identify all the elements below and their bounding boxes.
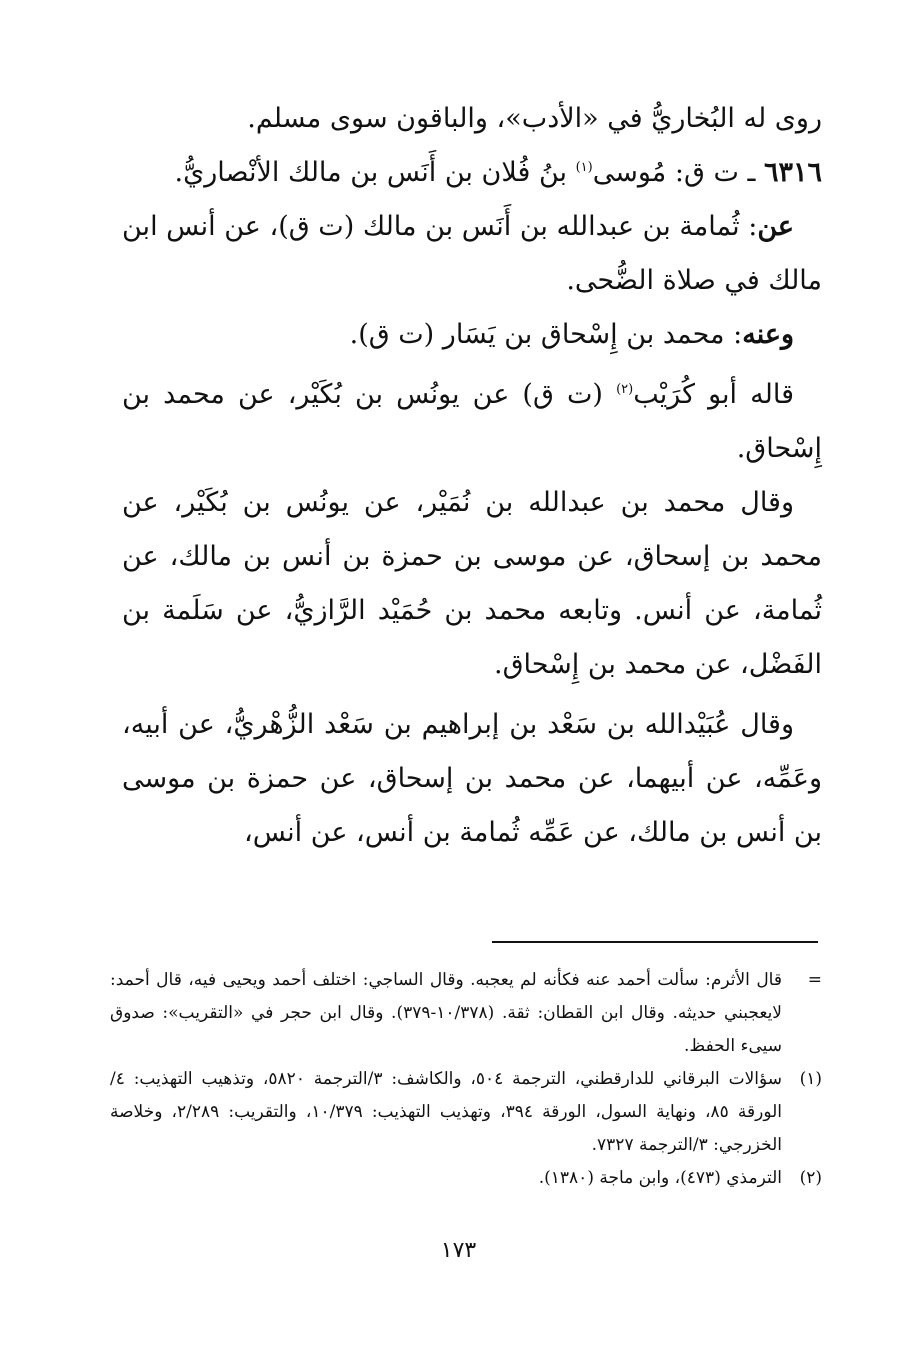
from-line bbox=[122, 200, 822, 308]
footnote-text: قال الأثرم: سألت أحمد عنه فكأنه لم يعجبه. وقال الساجي: اختلف أحمد ويحيى فيه، قال أحمد: لايعجبني حديثه. وقال ابن القطان: ثقة. (١٠/٣٧٨-٣٧٩). وقال ابن حجر في «التقريب»: صدوق سيىء الحفظ. bbox=[110, 970, 782, 1056]
from-label: عن bbox=[757, 211, 794, 242]
entry-head: ـ ت ق: مُوسى bbox=[592, 157, 764, 188]
footnote-ref-2: (٢) bbox=[616, 382, 634, 397]
and-from-text: : محمد بن إِسْحاق بن يَسَار (ت ق). bbox=[349, 319, 743, 350]
page-number: ١٧٣ bbox=[440, 1238, 477, 1263]
footnote-1 bbox=[110, 1063, 822, 1162]
abu-kurayb-text: قاله أبو كُرَيْب bbox=[633, 379, 794, 410]
footnote-mark: (١) bbox=[799, 1069, 822, 1089]
footnote-divider bbox=[492, 941, 818, 943]
and-from-label: وعنه bbox=[742, 319, 794, 350]
footnote-mark: (٢) bbox=[799, 1168, 822, 1188]
footnote-2 bbox=[110, 1162, 822, 1195]
footnote-mark: = bbox=[807, 970, 822, 990]
entry-number: ٦٣١٦ bbox=[763, 157, 822, 188]
main-text bbox=[122, 92, 822, 860]
footnote-text: الترمذي (٤٧٣)، وابن ماجة (١٣٨٠). bbox=[538, 1168, 782, 1188]
entry-head-rest: بنُ فُلان بن أَنَس بن مالك الأنْصاريُّ. bbox=[174, 157, 576, 188]
intro-line: روى له البُخاريُّ في «الأدب»، والباقون سوى مسلم. bbox=[247, 103, 822, 134]
footnote-text: سؤالات البرقاني للدارقطني، الترجمة ٥٠٤، والكاشف: ٣/الترجمة ٥٨٢٠، وتذهيب التهذيب: ٤/الورقة ٨٥، ونهاية السول، الورقة ٣٩٤، وتهذيب التهذيب: ١٠/٣٧٩، والتقريب: ٢/٢٨٩، وخلاصة الخزرجي: ٣/الترجمة ٧٣٢٧. bbox=[110, 1069, 783, 1155]
footnote-ref-1: (١) bbox=[575, 160, 593, 175]
abu-kurayb-rest: (ت ق) عن يونُس بن بُكَيْر، عن محمد بن إِسْحاق. bbox=[122, 379, 822, 464]
paragraph-abu-kurayb bbox=[122, 368, 822, 476]
footnotes bbox=[110, 964, 822, 1195]
and-from-line bbox=[122, 308, 822, 362]
paragraph-ubaydullah: وقال عُبَيْدالله بن سَعْد بن إبراهيم بن سَعْد الزُّهْريُّ، عن أبيه، وعَمِّه، عن أبيهما، عن محمد بن إسحاق، عن حمزة بن موسى بن أنس بن مالك، عن عَمِّه ثُمامة بن أنس، عن أنس، bbox=[122, 709, 822, 848]
paragraph-ibn-numayr: وقال محمد بن عبدالله بن نُمَيْر، عن يونُس بن بُكَيْر، عن محمد بن إسحاق، عن موسى بن حمزة بن أنس بن مالك، عن ثُمامة، عن أنس. وتابعه محمد بن حُمَيْد الرَّازيُّ، عن سَلَمة بن الفَضْل، عن محمد بن إِسْحاق. bbox=[122, 487, 822, 680]
from-text: : ثُمامة بن عبدالله بن أَنَس بن مالك (ت ق)، عن أنس ابن مالك في صلاة الضُّحى. bbox=[122, 211, 822, 296]
footnote-continued bbox=[110, 964, 822, 1063]
entry-heading bbox=[122, 146, 822, 200]
